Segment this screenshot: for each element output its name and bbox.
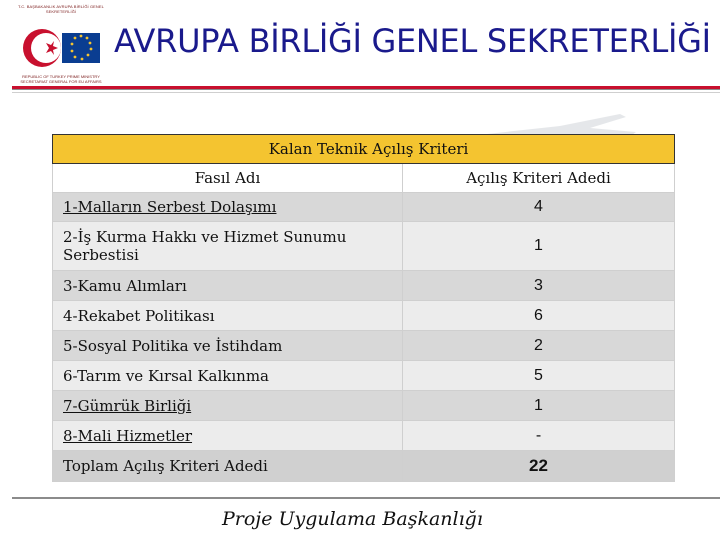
chapter-name [53, 193, 403, 222]
turkey-eu-logo-icon [18, 24, 104, 72]
criteria-count: 5 [403, 361, 675, 391]
header-divider-light [12, 92, 720, 93]
table-row [53, 271, 675, 301]
criteria-count: 6 [403, 301, 675, 331]
total-row [53, 451, 675, 482]
table-row [53, 361, 675, 391]
footer-divider [12, 497, 720, 499]
logo-top-text: T.C. BAŞBAKANLIK AVRUPA BİRLİĞİ GENEL SEKRETERLİĞİ [17, 4, 105, 14]
table-row [53, 193, 675, 222]
criteria-count: 2 [403, 331, 675, 361]
chapter-name: 5-Sosyal Politika ve İstihdam [53, 331, 403, 361]
logo [16, 4, 106, 98]
chapter-name: 2-İş Kurma Hakkı ve Hizmet Sunumu Serbestisi [53, 222, 403, 271]
chapter-link[interactable]: 1-Malların Serbest Dolaşımı [63, 198, 277, 216]
header-divider-grey [12, 89, 720, 90]
total-value: 22 [403, 451, 675, 482]
chapter-name [53, 391, 403, 421]
header [0, 0, 720, 100]
criteria-count: 1 [403, 391, 675, 421]
table-header-row [53, 164, 675, 193]
chapter-name: 3-Kamu Alımları [53, 271, 403, 301]
criteria-count: 3 [403, 271, 675, 301]
table-title: Kalan Teknik Açılış Kriteri [53, 135, 675, 164]
footer-text: Proje Uygulama Başkanlığı [222, 508, 483, 530]
table-row [53, 391, 675, 421]
chapter-name: 6-Tarım ve Kırsal Kalkınma [53, 361, 403, 391]
page-title: AVRUPA BİRLİĞİ GENEL SEKRETERLİĞİ [114, 22, 711, 60]
logo-bottom-text: REPUBLIC OF TURKEY PRIME MINISTRY SECRETARIAT GENERAL FOR EU AFFAIRS [20, 74, 102, 84]
criteria-count: - [403, 421, 675, 451]
table-title-row [53, 135, 675, 164]
chapter-link[interactable]: 8-Mali Hizmetler [63, 426, 193, 445]
table-row [53, 421, 675, 451]
column-header-count: Açılış Kriteri Adedi [403, 164, 675, 193]
table-row [53, 331, 675, 361]
criteria-table [52, 134, 675, 482]
chapter-name [53, 421, 403, 451]
chapter-link[interactable]: 7-Gümrük Birliği [63, 396, 192, 415]
table-row [53, 222, 675, 271]
chapter-name: 4-Rekabet Politikası [53, 301, 403, 331]
criteria-count: 1 [403, 222, 675, 271]
table-row [53, 301, 675, 331]
column-header-chapter: Fasıl Adı [53, 164, 403, 193]
total-label: Toplam Açılış Kriteri Adedi [53, 451, 403, 482]
criteria-count: 4 [403, 193, 675, 222]
